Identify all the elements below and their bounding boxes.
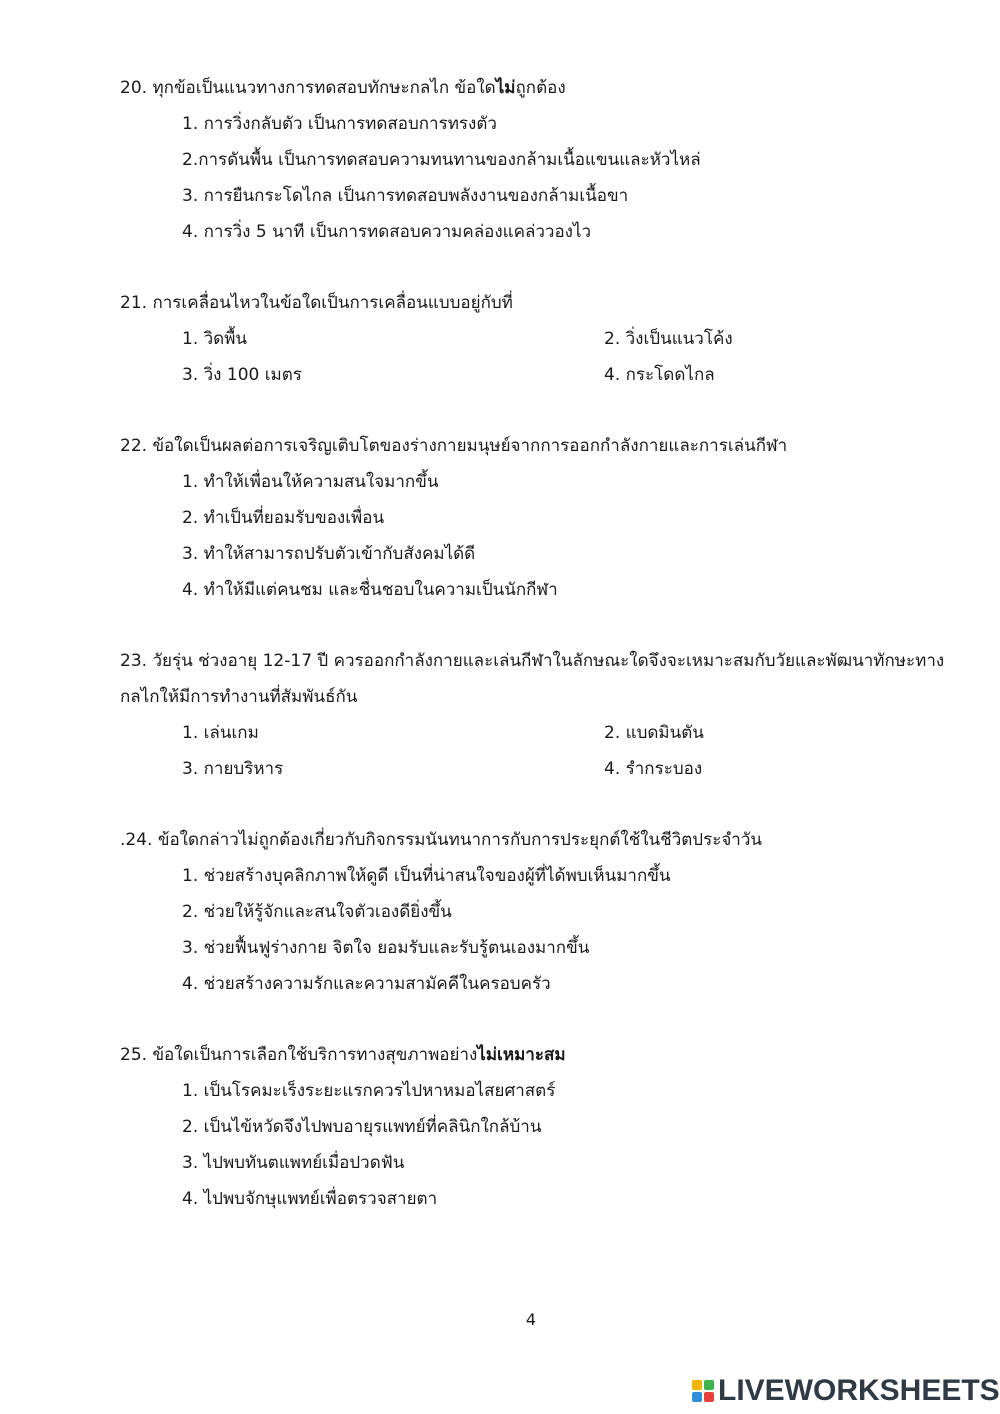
question-22-option-4: 4. ทำให้มีแต่คนชม และชื่นชอบในความเป็นนักกีฬา xyxy=(182,580,558,600)
question-20-stem: 20. ทุกข้อเป็นแนวทางการทดสอบทักษะกลไก ข้อใดไม่ถูกต้อง xyxy=(120,78,566,98)
question-21-option-4: 4. กระโดดไกล xyxy=(604,365,715,385)
question-25-option-4: 4. ไปพบจักษุแพทย์เพื่อตรวจสายตา xyxy=(182,1189,438,1209)
question-25-option-2: 2. เป็นไข้หวัดจึงไปพบอายุรแพทย์ที่คลินิกใกล้บ้าน xyxy=(182,1117,542,1137)
logo-grid-icon xyxy=(692,1380,714,1402)
logo-text: LIVEWORKSHEETS xyxy=(718,1374,1000,1407)
page-number: 4 xyxy=(525,1310,537,1329)
question-21-option-2: 2. วิ่งเป็นแนวโค้ง xyxy=(604,329,733,349)
question-25-option-3: 3. ไปพบทันตแพทย์เมื่อปวดฟัน xyxy=(182,1153,405,1173)
question-21-stem: 21. การเคลื่อนไหวในข้อใดเป็นการเคลื่อนแบบอยู่กับที่ xyxy=(120,293,513,313)
question-20-option-4: 4. การวิ่ง 5 นาที เป็นการทดสอบความคล่องแคล่ววองไว xyxy=(182,222,592,242)
question-20-option-3: 3. การยืนกระโดไกล เป็นการทดสอบพลังงานของกล้ามเนื้อขา xyxy=(182,186,629,206)
question-23-option-2: 2. แบดมินตัน xyxy=(604,723,704,743)
question-23-option-3: 3. กายบริหาร xyxy=(182,759,284,779)
logo-square-blue xyxy=(692,1392,702,1402)
question-24-option-3: 3. ช่วยฟื้นฟูร่างกาย จิตใจ ยอมรับและรับรู้ตนเองมากขึ้น xyxy=(182,938,590,958)
question-20-option-2: 2.การดันพื้น เป็นการทดสอบความทนทานของกล้ามเนื้อแขนและหัวไหล่ xyxy=(182,150,701,170)
question-25-stem: 25. ข้อใดเป็นการเลือกใช้บริการทางสุขภาพอย่างไม่เหมาะสม xyxy=(120,1045,566,1065)
question-23-stem-line-2: กลไกให้มีการทำงานที่สัมพันธ์กัน xyxy=(120,687,358,707)
question-23-option-1: 1. เล่นเกม xyxy=(182,723,259,743)
question-22-option-2: 2. ทำเป็นที่ยอมรับของเพื่อน xyxy=(182,508,385,528)
question-24-option-2: 2. ช่วยให้รู้จักและสนใจตัวเองดียิ่งขึ้น xyxy=(182,902,452,922)
question-22-stem: 22. ข้อใดเป็นผลต่อการเจริญเติบโตของร่างกายมนุษย์จากการออกกำลังกายและการเล่นกีฬา xyxy=(120,436,788,456)
question-20-option-1: 1. การวิ่งกลับตัว เป็นการทดสอบการทรงตัว xyxy=(182,114,497,134)
liveworksheets-logo xyxy=(692,1374,1000,1408)
question-21-option-1: 1. วิดพื้น xyxy=(182,329,248,349)
question-21-option-3: 3. วิ่ง 100 เมตร xyxy=(182,365,302,385)
question-23-option-4: 4. รำกระบอง xyxy=(604,759,703,779)
question-22-option-1: 1. ทำให้เพื่อนให้ความสนใจมากขึ้น xyxy=(182,472,439,492)
question-22-option-3: 3. ทำให้สามารถปรับตัวเข้ากับสังคมได้ดี xyxy=(182,544,476,564)
logo-square-yellow xyxy=(692,1380,702,1390)
question-24-option-4: 4. ช่วยสร้างความรักและความสามัคคีในครอบครัว xyxy=(182,974,551,994)
question-25-option-1: 1. เป็นโรคมะเร็งระยะแรกควรไปหาหมอไสยศาสตร์ xyxy=(182,1081,556,1101)
question-24-option-1: 1. ช่วยสร้างบุคลิกภาพให้ดูดี เป็นที่น่าสนใจของผู้ที่ได้พบเห็นมากขึ้น xyxy=(182,866,671,886)
question-23-stem-line-1: 23. วัยรุ่น ช่วงอายุ 12-17 ปี ควรออกกำลังกายและเล่นกีฬาในลักษณะใดจึงจะเหมาะสมกับวัยและพัฒนาทักษะทาง xyxy=(120,651,945,671)
logo-square-red xyxy=(704,1392,714,1402)
logo-square-green xyxy=(704,1380,714,1390)
question-24-stem: .24. ข้อใดกล่าวไม่ถูกต้องเกี่ยวกับกิจกรรมนันทนาการกับการประยุกต์ใช้ในชีวิตประจำวัน xyxy=(120,830,763,850)
